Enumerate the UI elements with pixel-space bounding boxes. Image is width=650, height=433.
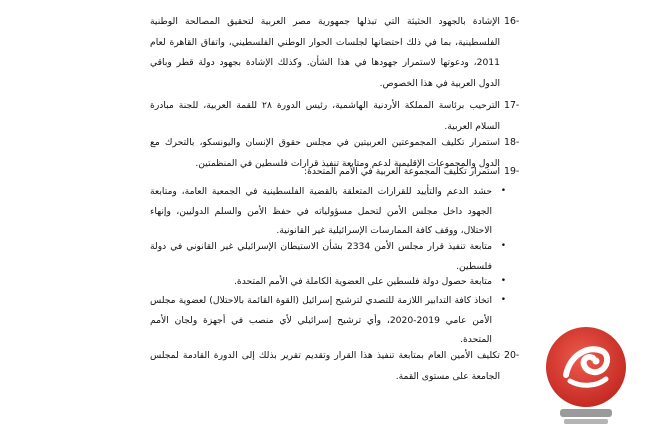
bullet-text: حشد الدعم والتأييد للقرارات المتعلقة بالقضية الفلسطينية في الجمعية العامة، ومتابعة الجهود داخل مجلس الأمن لتحمل مسؤولياته في حفظ الأمن والسلم الدوليين، وإنهاء الاحتلال، ووقف كافة الممارسات الإسرائيلية غير القانونية. [150,186,492,236]
bullet-symbol: • [500,186,506,196]
clause-text: استمرار تكليف المجموعة العربية في الأمم المتحدة: [303,166,500,177]
clause-text: استمرار تكليف المجموعتين العربيتين في مجلس حقوق الإنسان واليونسكو، بالتحرك مع الدول والمجموعات الإقليمية لدعم ومتابعة تنفيذ قرارات فلسطين في المنظمتين. [150,137,500,169]
clause-19 [150,162,520,183]
bullet-symbol: • [500,241,506,251]
clause-text: الترحيب برئاسة المملكة الأردنية الهاشمية، رئيس الدورة ٢٨ للقمة العربية، للجنة مبادرة السلام العربية. [150,100,500,132]
clause-number: 17- [504,100,520,111]
bullet-item [150,272,506,292]
bullet-item [150,237,506,276]
bullet-text: اتخاذ كافة التدابير اللازمة للتصدي لترشيح إسرائيل (القوة القائمة بالاحتلال) لعضوية مجلس الأمن عامي 2019-2020، وأي ترشيح إسرائيلي لأي منصب في أجهزة ولجان الأمم المتحدة. [150,295,492,345]
ma-an-news-logo-icon [530,315,642,427]
bullet-text: متابعة تنفيذ قرار مجلس الأمن 2334 بشأن الاستيطان الإسرائيلي غير القانوني في دولة فلسطين. [150,241,492,272]
clause-number: 20- [504,350,520,361]
clause-text: الإشادة بالجهود الحثيثة التي تبذلها جمهورية مصر العربية لتحقيق المصالحة الوطنية الفلسطينية، بما في ذلك احتضانها لجلسات الحوار الوطني الفلسطيني، واتفاق القاهرة لعام 2011، ودعوتها لاستمرار جهودها في هذا الشأن. وكذلك الإشادة بجهود دولة قطر وباقي الدول العربية في هذا الخصوص. [150,16,500,89]
clause-number: 16- [504,16,520,27]
bullet-text: متابعة حصول دولة فلسطين على العضوية الكاملة في الأمم المتحدة. [233,276,492,287]
clause-number: 18- [504,137,520,148]
clause-text: تكليف الأمين العام بمتابعة تنفيذ هذا القرار وتقديم تقرير بذلك إلى الدورة القادمة لمجلس الجامعة على مستوى القمة. [150,350,500,382]
clause-number: 19- [504,166,520,177]
bullet-symbol: • [500,276,506,286]
clause-17 [150,96,520,137]
bullet-item [150,291,506,350]
clause-20 [150,346,520,387]
bullet-item [150,182,506,241]
bullet-symbol: • [500,295,506,305]
clause-16 [150,12,520,94]
